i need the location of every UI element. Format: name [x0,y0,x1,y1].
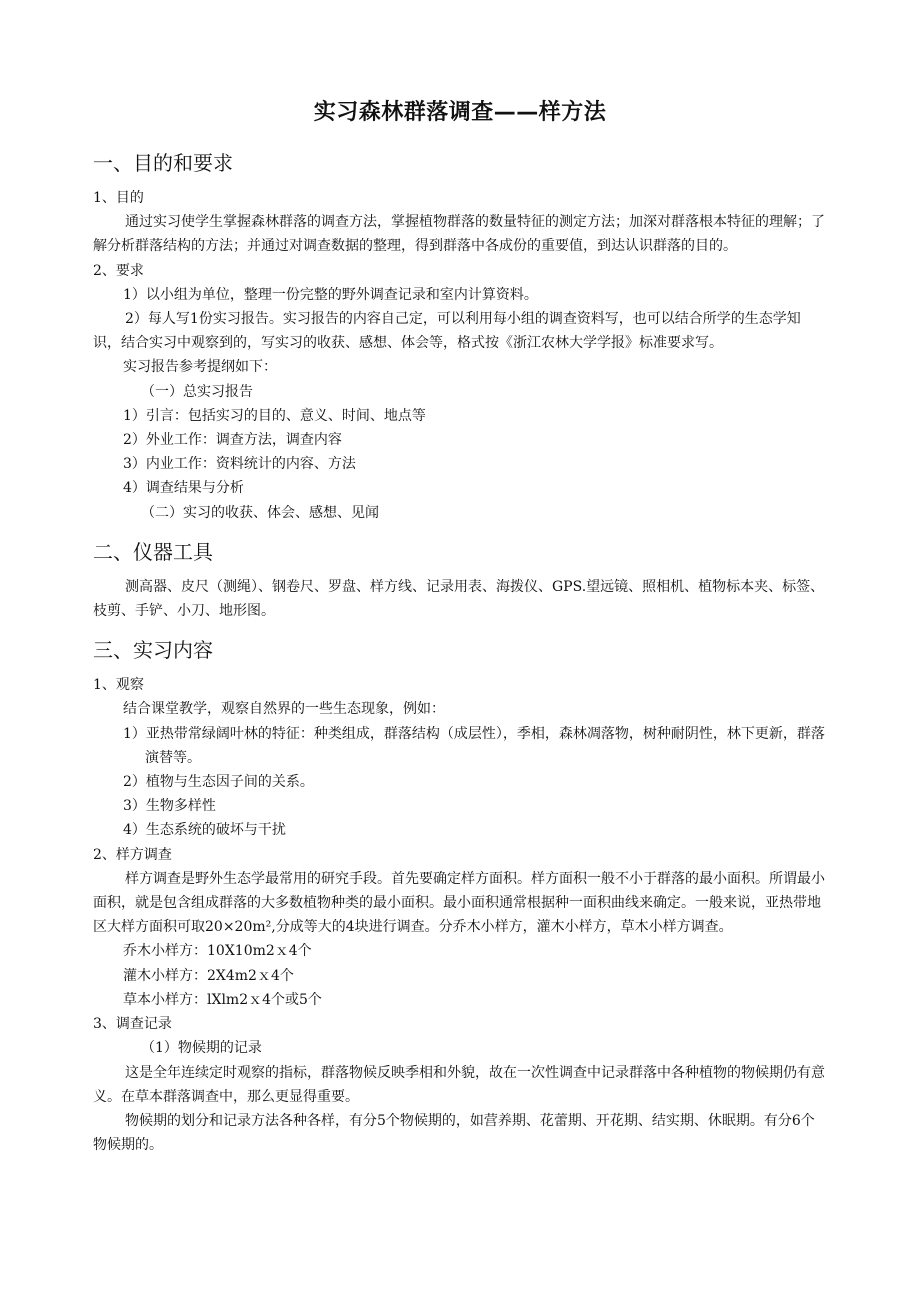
quadrat-survey-paragraph: 样方调查是野外生态学最常用的研究手段。首先要确定样方面积。样方面积一般不小于群落的最小面积。所谓最小面积，就是包含组成群落的大多数植物种类的最小面积。最小面积通常根据种一面积曲线来确定。一般来说，亚热带地区大样方面积可取20×20m²,分成等大的4块进行调查。分乔木小样方，灌木小样方，草木小样方调查。 [93,870,825,936]
outline-item-introduction: 1）引言：包括实习的目的、意义、时间、地点等 [123,407,426,424]
subheading-observation: 1、观察 [93,677,144,694]
requirement-item-2: 2）每人写1份实习报告。实习报告的内容自己定，可以利用每小组的调查资料写，也可以结合所学的生态学知识，结合实习中观察到的，写实习的收获、感想、体会等，格式按《浙江农林大学学报》标准要求写。 [93,311,801,352]
subheading-survey-record: 3、调查记录 [93,1016,172,1033]
observation-item-1: 1）亚热带常绿阔叶林的特征：种类组成，群落结构（成层性），季相，森林凋落物，树种耐阴性，林下更新，群落演替等。 [123,725,825,766]
report-outline-intro: 实习报告参考提纲如下： [123,359,277,376]
observation-item-2: 2）植物与生态因子间的关系。 [123,774,314,791]
quadrat-herb: 草本小样方：lXlm2ｘ4个或5个 [123,991,322,1008]
quadrat-shrub: 灌木小样方：2X4m2ｘ4个 [123,967,294,984]
section-heading-instruments: 二、仪器工具 [93,539,213,564]
instruments-paragraph: 测高器、皮尺（测绳）、钢卷尺、罗盘、样方线、记录用表、海拨仪、GPS.望远镜、照相机、植物标本夹、标签、枝剪、手铲、小刀、地形图。 [93,578,825,620]
outline-item-results: 4）调查结果与分析 [123,480,244,497]
phenology-subheading: （1）物候期的记录 [141,1040,262,1057]
subheading-purpose: 1、目的 [93,190,144,206]
outline-item-indoor-work: 3）内业工作：资料统计的内容、方法 [123,456,356,473]
outline-item-reflections: （二）实习的收获、体会、感想、见闻 [141,504,379,521]
observation-item-4: 4）生态系统的破坏与干扰 [123,822,286,839]
observation-intro: 结合课堂教学，观察自然界的一些生态现象，例如： [123,701,445,718]
outline-item-fieldwork: 2）外业工作：调查方法，调查内容 [123,432,342,449]
phenology-paragraph-1: 这是全年连续定时观察的指标，群落物候反映季相和外貌，故在一次性调查中记录群落中各种植物的物候期仍有意义。在草本群落调查中，那么更显得重要。 [93,1064,825,1105]
outline-item-general-report: （一）总实习报告 [141,383,253,400]
subheading-requirements: 2、要求 [93,262,144,279]
purpose-paragraph: 通过实习使学生掌握森林群落的调查方法，掌握植物群落的数量特征的测定方法；加深对群落根本特征的理解；了解分析群落结构的方法；并通过对调查数据的整理，得到群落中各成份的重要值，到达认识群落的目的。 [93,214,825,255]
requirement-item-1: 1）以小组为单位，整理一份完整的野外调查记录和室内计算资料。 [123,286,538,303]
quadrat-tree: 乔木小样方：10X10m2ｘ4个 [123,943,312,960]
document-title: 实习森林群落调查——样方法 [313,100,607,125]
section-heading-purpose: 一、目的和要求 [93,151,233,175]
observation-item-3: 3）生物多样性 [123,798,216,815]
phenology-paragraph-2: 物候期的划分和记录方法各种各样，有分5个物候期的，如营养期、花蕾期、开花期、结实期、休眠期。有分6个物候期的。 [93,1112,815,1154]
section-heading-content: 三、实习内容 [93,638,213,663]
subheading-quadrat-survey: 2、样方调查 [93,846,172,863]
document-body [93,148,828,1157]
